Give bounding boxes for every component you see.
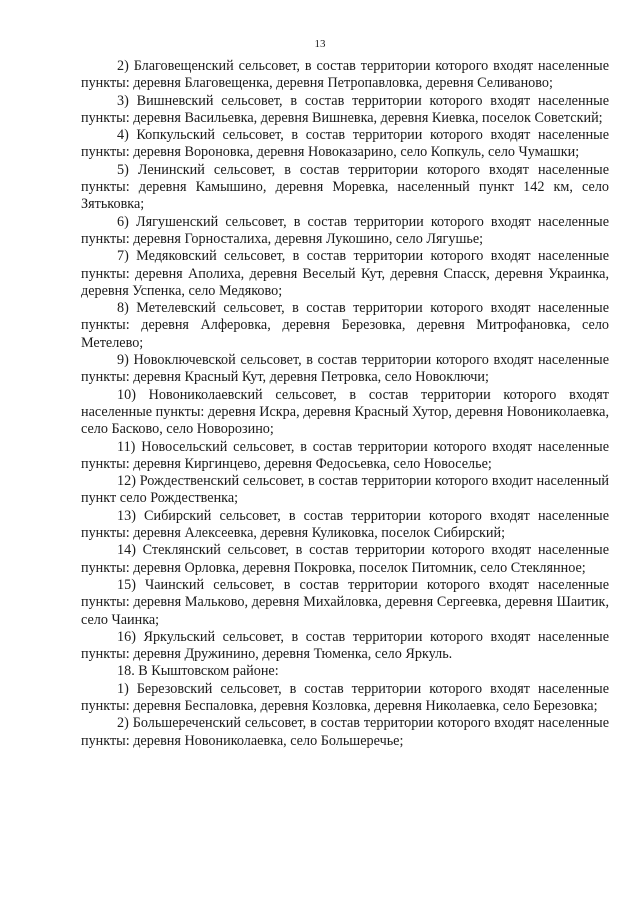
paragraph-item-8-metelevsky: 8) Метелевский сельсовет, в состав территории которого входят населенные пункты: деревня Алферовка, деревня Березовка, деревня Митрофановка, село Метелево; — [81, 300, 609, 351]
paragraph-item-14-steklyansky: 14) Стеклянский сельсовет, в состав территории которого входят населенные пункты: деревня Орловка, деревня Покровка, поселок Питомник, село Стеклянное; — [81, 542, 609, 576]
paragraph-item-2-bolsherechensky: 2) Большереченский сельсовет, в состав территории которого входят населенные пункты: деревня Новониколаевка, село Большеречье; — [81, 715, 609, 749]
paragraph-item-13-sibirsky: 13) Сибирский сельсовет, в состав территории которого входят населенные пункты: деревня Алексеевка, деревня Куликовка, поселок Сибирский; — [81, 507, 609, 542]
paragraph-item-16-yarkulsky: 16) Яркульский сельсовет, в состав территории которого входят населенные пункты: деревня Дружинино, деревня Тюменка, село Яркуль. — [81, 628, 609, 663]
paragraph-item-4-kopkulsky: 4) Копкульский сельсовет, в состав территории которого входят населенные пункты: деревня Вороновка, деревня Новоказарино, село Копкуль, село Чумашки; — [81, 127, 609, 161]
paragraph-item-10-novonikolaevsky: 10) Новониколаевский сельсовет, в состав территории которого входят населенные пункты: деревня Искра, деревня Красный Хутор, деревня Новониколаевка, село Басково, село Новорозино; — [81, 386, 609, 438]
paragraph-item-3-vishnevsky: 3) Вишневский сельсовет, в состав территории которого входят населенные пункты: деревня Васильевка, деревня Вишневка, деревня Киевка, поселок Советский; — [81, 92, 609, 126]
paragraph-item-6-lyagushensky: 6) Лягушенский сельсовет, в состав территории которого входят населенные пункты: деревня Горносталиха, деревня Лукошино, село Лягушье; — [81, 213, 609, 247]
paragraph-item-12-rozhdestvensky: 12) Рождественский сельсовет, в состав территории которого входит населенный пункт село Рождественка; — [81, 473, 609, 507]
paragraph-item-1-berezovsky: 1) Березовский сельсовет, в состав территории которого входят населенные пункты: деревня Беспаловка, деревня Козловка, деревня Николаевка, село Березовка; — [81, 680, 609, 714]
document-body — [81, 58, 609, 750]
paragraph-item-9-novoklyuchevskoy: 9) Новоключевской сельсовет, в состав территории которого входят населенные пункты: деревня Красный Кут, деревня Петровка, село Новоключи; — [81, 352, 609, 386]
paragraph-item-5-leninsky: 5) Ленинский сельсовет, в состав территории которого входят населенные пункты: деревня Камышино, деревня Моревка, населенный пункт 142 км, село Зятьковка; — [81, 161, 609, 213]
paragraph-item-11-novoselsky: 11) Новосельский сельсовет, в состав территории которого входят населенные пункты: деревня Киргинцево, деревня Федосьевка, село Новоселье; — [81, 438, 609, 472]
paragraph-item-15-chainsky: 15) Чаинский сельсовет, в состав территории которого входят населенные пункты: деревня Мальково, деревня Михайловка, деревня Сергеевка, деревня Шаитик, село Чаинка; — [81, 576, 609, 628]
paragraph-item-7-medyakovsky: 7) Медяковский сельсовет, в состав территории которого входят населенные пункты: деревня Аполиха, деревня Веселый Кут, деревня Спасск, деревня Украинка, деревня Успенка, село Медяково; — [81, 248, 609, 299]
section-heading-kyshtovsky-district: 18. В Кыштовском районе: — [117, 663, 279, 680]
page-number: 13 — [314, 38, 326, 50]
paragraph-item-2-blagoveshchensky: 2) Благовещенский сельсовет, в состав территории которого входят населенные пункты: деревня Благовещенка, деревня Петропавловка, деревня Селиваново; — [81, 58, 609, 92]
